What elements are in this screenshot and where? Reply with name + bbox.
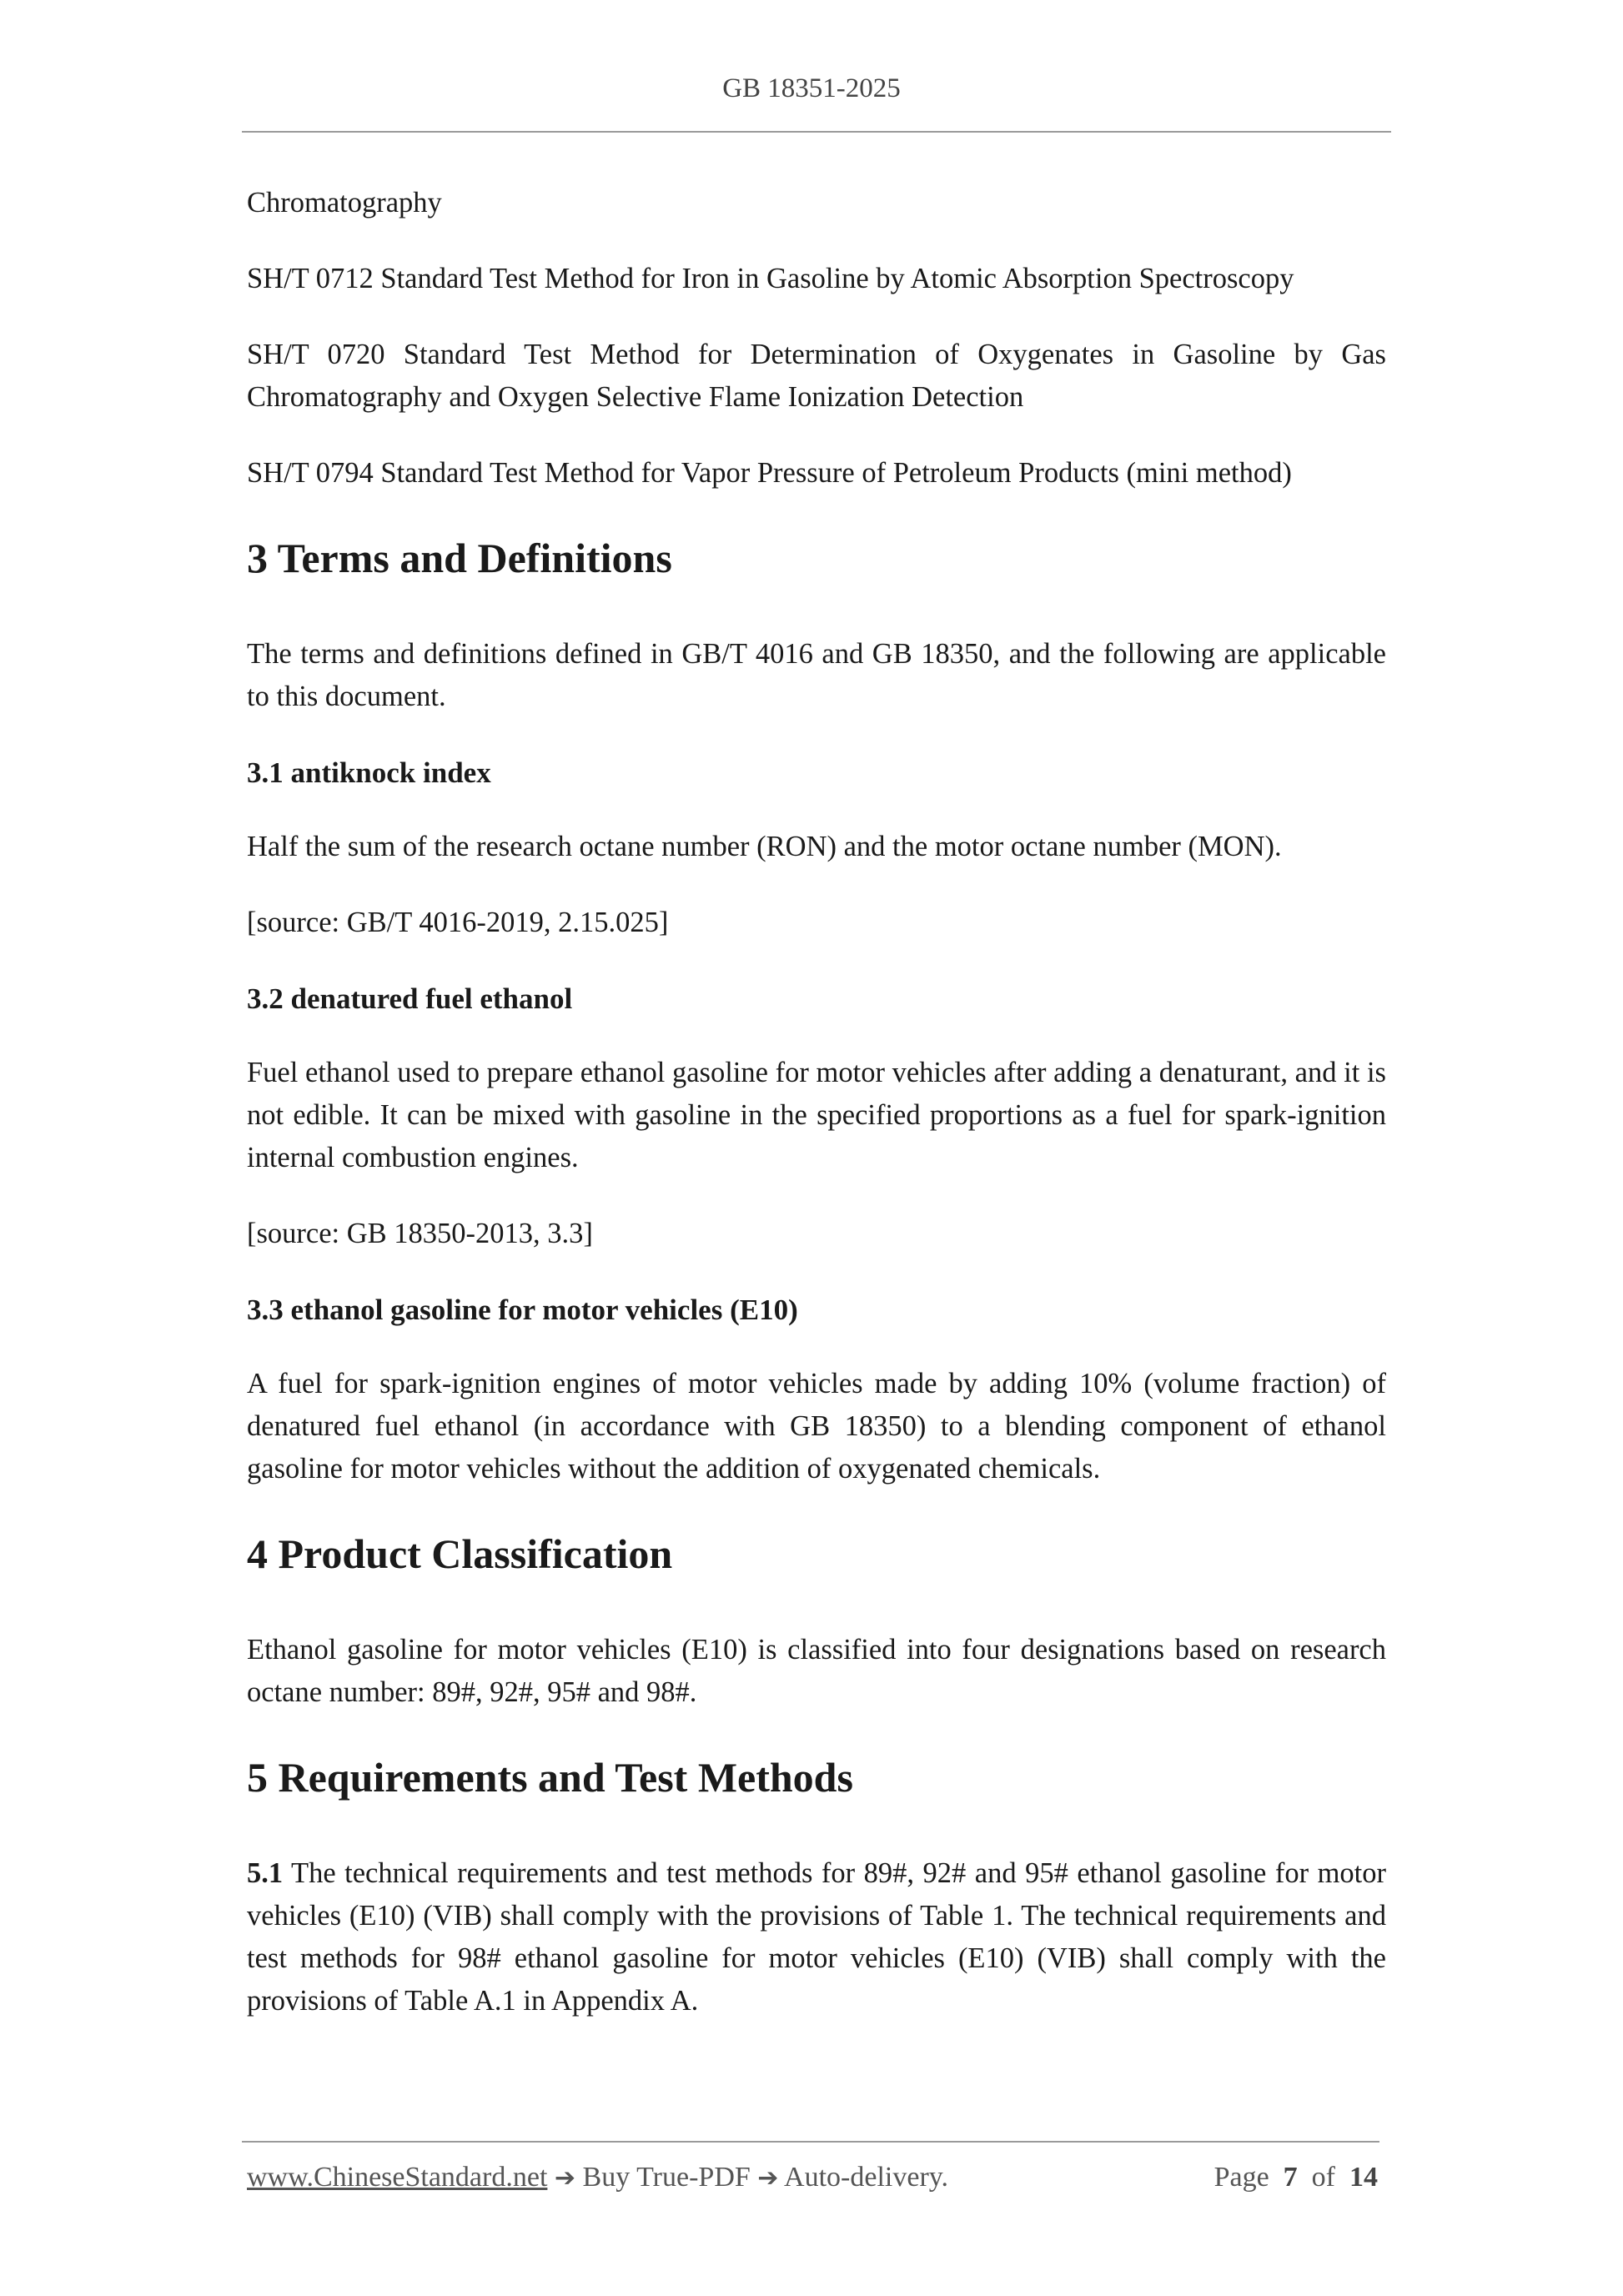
arrow-right-icon: ➔ <box>554 2163 576 2193</box>
reference-sht-0794: SH/T 0794 Standard Test Method for Vapor Pressure of Petroleum Products (mini method) <box>247 457 1292 489</box>
page-label: Page <box>1213 2162 1269 2193</box>
section-3-intro: The terms and definitions defined in GB/T 4016 and GB 18350, and the following are applicable to this document. <box>247 638 1386 712</box>
footer-divider <box>242 2141 1379 2143</box>
term-3-1-source: [source: GB/T 4016-2019, 2.15.025] <box>247 907 669 938</box>
of-label: of <box>1311 2162 1335 2193</box>
auto-delivery-text: Auto-delivery. <box>778 2162 949 2193</box>
clause-5-1 <box>247 1852 1386 2022</box>
clause-5-1-number: 5.1 <box>247 1857 284 1889</box>
page-current: 7 <box>1283 2162 1298 2193</box>
chinesestandard-link[interactable]: www.ChineseStandard.net <box>247 2162 548 2193</box>
section-4-heading: 4 Product Classification <box>247 1530 673 1577</box>
term-3-3-heading: 3.3 ethanol gasoline for motor vehicles (E10) <box>247 1294 798 1326</box>
term-3-2-definition: Fuel ethanol used to prepare ethanol gasoline for motor vehicles after adding a denaturant, and it is not edible. It can be mixed with gasoline in the specified proportions as a fuel for spark-ignition internal combustion engines. <box>247 1057 1386 1173</box>
reference-sht-0712: SH/T 0712 Standard Test Method for Iron in Gasoline by Atomic Absorption Spectroscopy <box>247 263 1294 294</box>
page-content <box>247 182 1386 2056</box>
clause-5-1-text: The technical requirements and test methods for 89#, 92# and 95# ethanol gasoline for motor vehicles (E10) (VIB) shall comply with the provisions of Table 1. The technical requirements and test methods for 98# ethanol gasoline for motor vehicles (E10) (VIB) shall comply with the provisions of Table A.1 in Appendix A. <box>247 1857 1386 2017</box>
term-3-2-source: [source: GB 18350-2013, 3.3] <box>247 1218 593 1249</box>
section-5-heading: 5 Requirements and Test Methods <box>247 1754 853 1801</box>
term-3-1-definition: Half the sum of the research octane number (RON) and the motor octane number (MON). <box>247 831 1282 862</box>
buy-true-pdf-text: Buy True-PDF <box>575 2162 758 2193</box>
term-3-1-heading: 3.1 antiknock index <box>247 756 491 789</box>
page-indicator <box>1214 2162 1378 2193</box>
arrow-right-icon: ➔ <box>757 2163 779 2193</box>
reference-continuation: Chromatography <box>247 187 442 219</box>
term-3-3-definition: A fuel for spark-ignition engines of motor vehicles made by adding 10% (volume fraction) of denatured fuel ethanol (in accordance with GB 18350) to a blending component of ethanol gasoline for motor vehicles without the addition of oxygenated chemicals. <box>247 1368 1386 1485</box>
section-4-text: Ethanol gasoline for motor vehicles (E10) is classified into four designations based on research octane number: 89#, 92#, 95# and 98#. <box>247 1634 1386 1708</box>
header-divider <box>242 131 1391 133</box>
document-id-header: GB 18351-2025 <box>722 73 901 103</box>
reference-sht-0720: SH/T 0720 Standard Test Method for Determination of Oxygenates in Gasoline by Gas Chromatography and Oxygen Selective Flame Ionization Detection <box>247 339 1386 413</box>
page-total: 14 <box>1349 2162 1378 2193</box>
footer-promo <box>247 2162 948 2193</box>
section-3-heading: 3 Terms and Definitions <box>247 535 672 581</box>
term-3-2-heading: 3.2 denatured fuel ethanol <box>247 982 573 1015</box>
